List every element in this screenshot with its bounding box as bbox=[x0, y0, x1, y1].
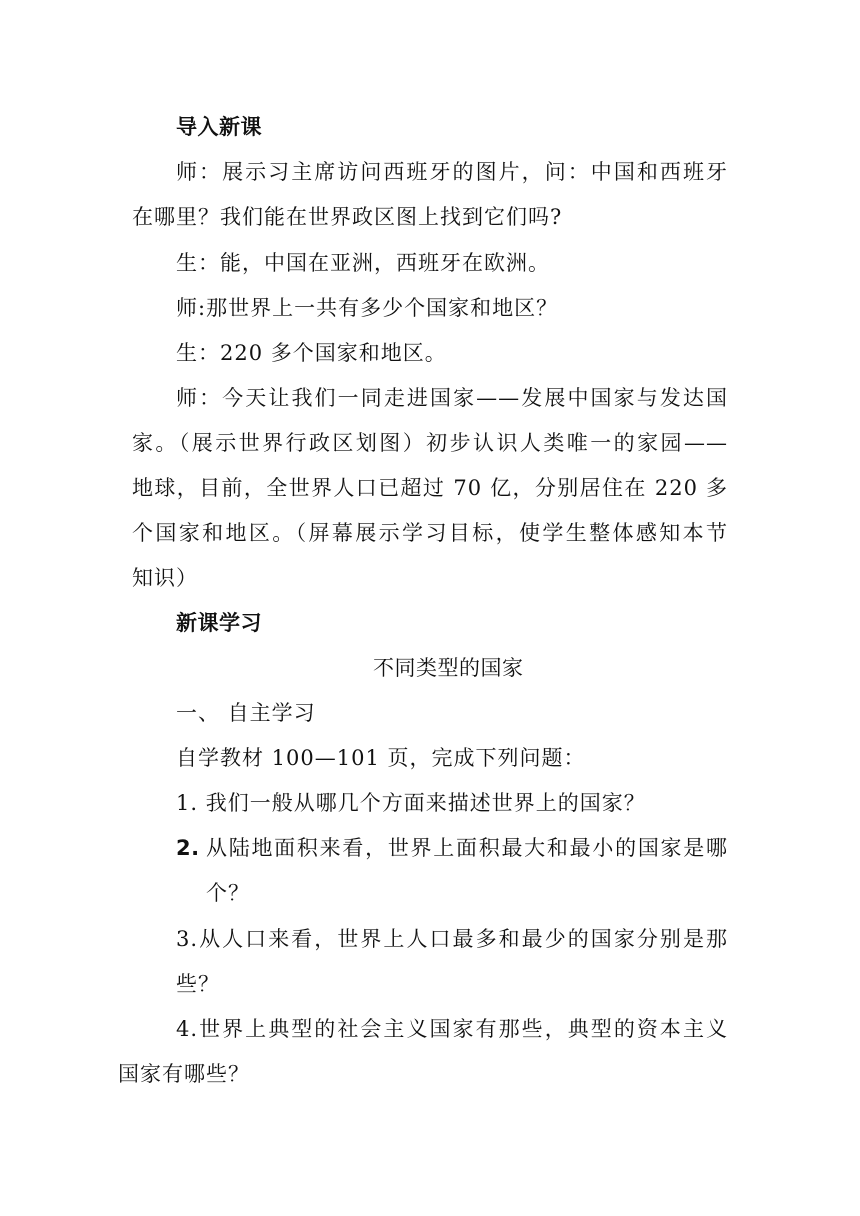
new-lesson-heading: 新课学习 bbox=[176, 611, 262, 635]
self-study-instruction: 自学教材 100—101 页，完成下列问题： bbox=[176, 746, 586, 770]
question-3-line-2: 些？ bbox=[176, 972, 220, 996]
question-2-line-1: 从陆地面积来看，世界上面积最大和最小的国家是哪 bbox=[206, 836, 728, 860]
paragraph-teacher-3-line-1: 师：今天让我们一同走进国家——发展中国家与发达国 bbox=[176, 386, 728, 410]
topic-title: 不同类型的国家 bbox=[373, 656, 524, 680]
paragraph-teacher-2: 师:那世界上一共有多少个国家和地区？ bbox=[176, 296, 559, 320]
paragraph-teacher-1-line-1: 师：展示习主席访问西班牙的图片，问：中国和西班牙 bbox=[176, 160, 728, 184]
paragraph-teacher-3-line-4: 个国家和地区。（屏幕展示学习目标，使学生整体感知本节 bbox=[132, 521, 728, 545]
question-2-number: 2. bbox=[176, 836, 200, 860]
self-study-heading: 一、 自主学习 bbox=[176, 701, 316, 725]
intro-heading: 导入新课 bbox=[176, 115, 262, 139]
question-2-line-2: 个？ bbox=[206, 881, 250, 905]
paragraph-teacher-3-line-5: 知识） bbox=[132, 566, 198, 590]
question-4-line-1: 4.世界上典型的社会主义国家有那些，典型的资本主义 bbox=[176, 1017, 728, 1041]
question-1: 1. 我们一般从哪几个方面来描述世界上的国家？ bbox=[176, 791, 646, 815]
paragraph-teacher-3-line-2: 家。（展示世界行政区划图）初步认识人类唯一的家园—— bbox=[132, 431, 728, 455]
paragraph-teacher-3-line-3: 地球，目前，全世界人口已超过 70 亿，分别居住在 220 多 bbox=[132, 476, 728, 500]
paragraph-teacher-1-line-2: 在哪里？我们能在世界政区图上找到它们吗? bbox=[132, 205, 563, 229]
question-4-line-2: 国家有哪些？ bbox=[118, 1062, 250, 1086]
paragraph-student-1: 生：能，中国在亚洲，西班牙在欧洲。 bbox=[176, 251, 550, 275]
paragraph-student-2: 生：220 多个国家和地区。 bbox=[176, 341, 447, 365]
question-3-line-1: 3.从人口来看，世界上人口最多和最少的国家分别是那 bbox=[176, 927, 728, 951]
